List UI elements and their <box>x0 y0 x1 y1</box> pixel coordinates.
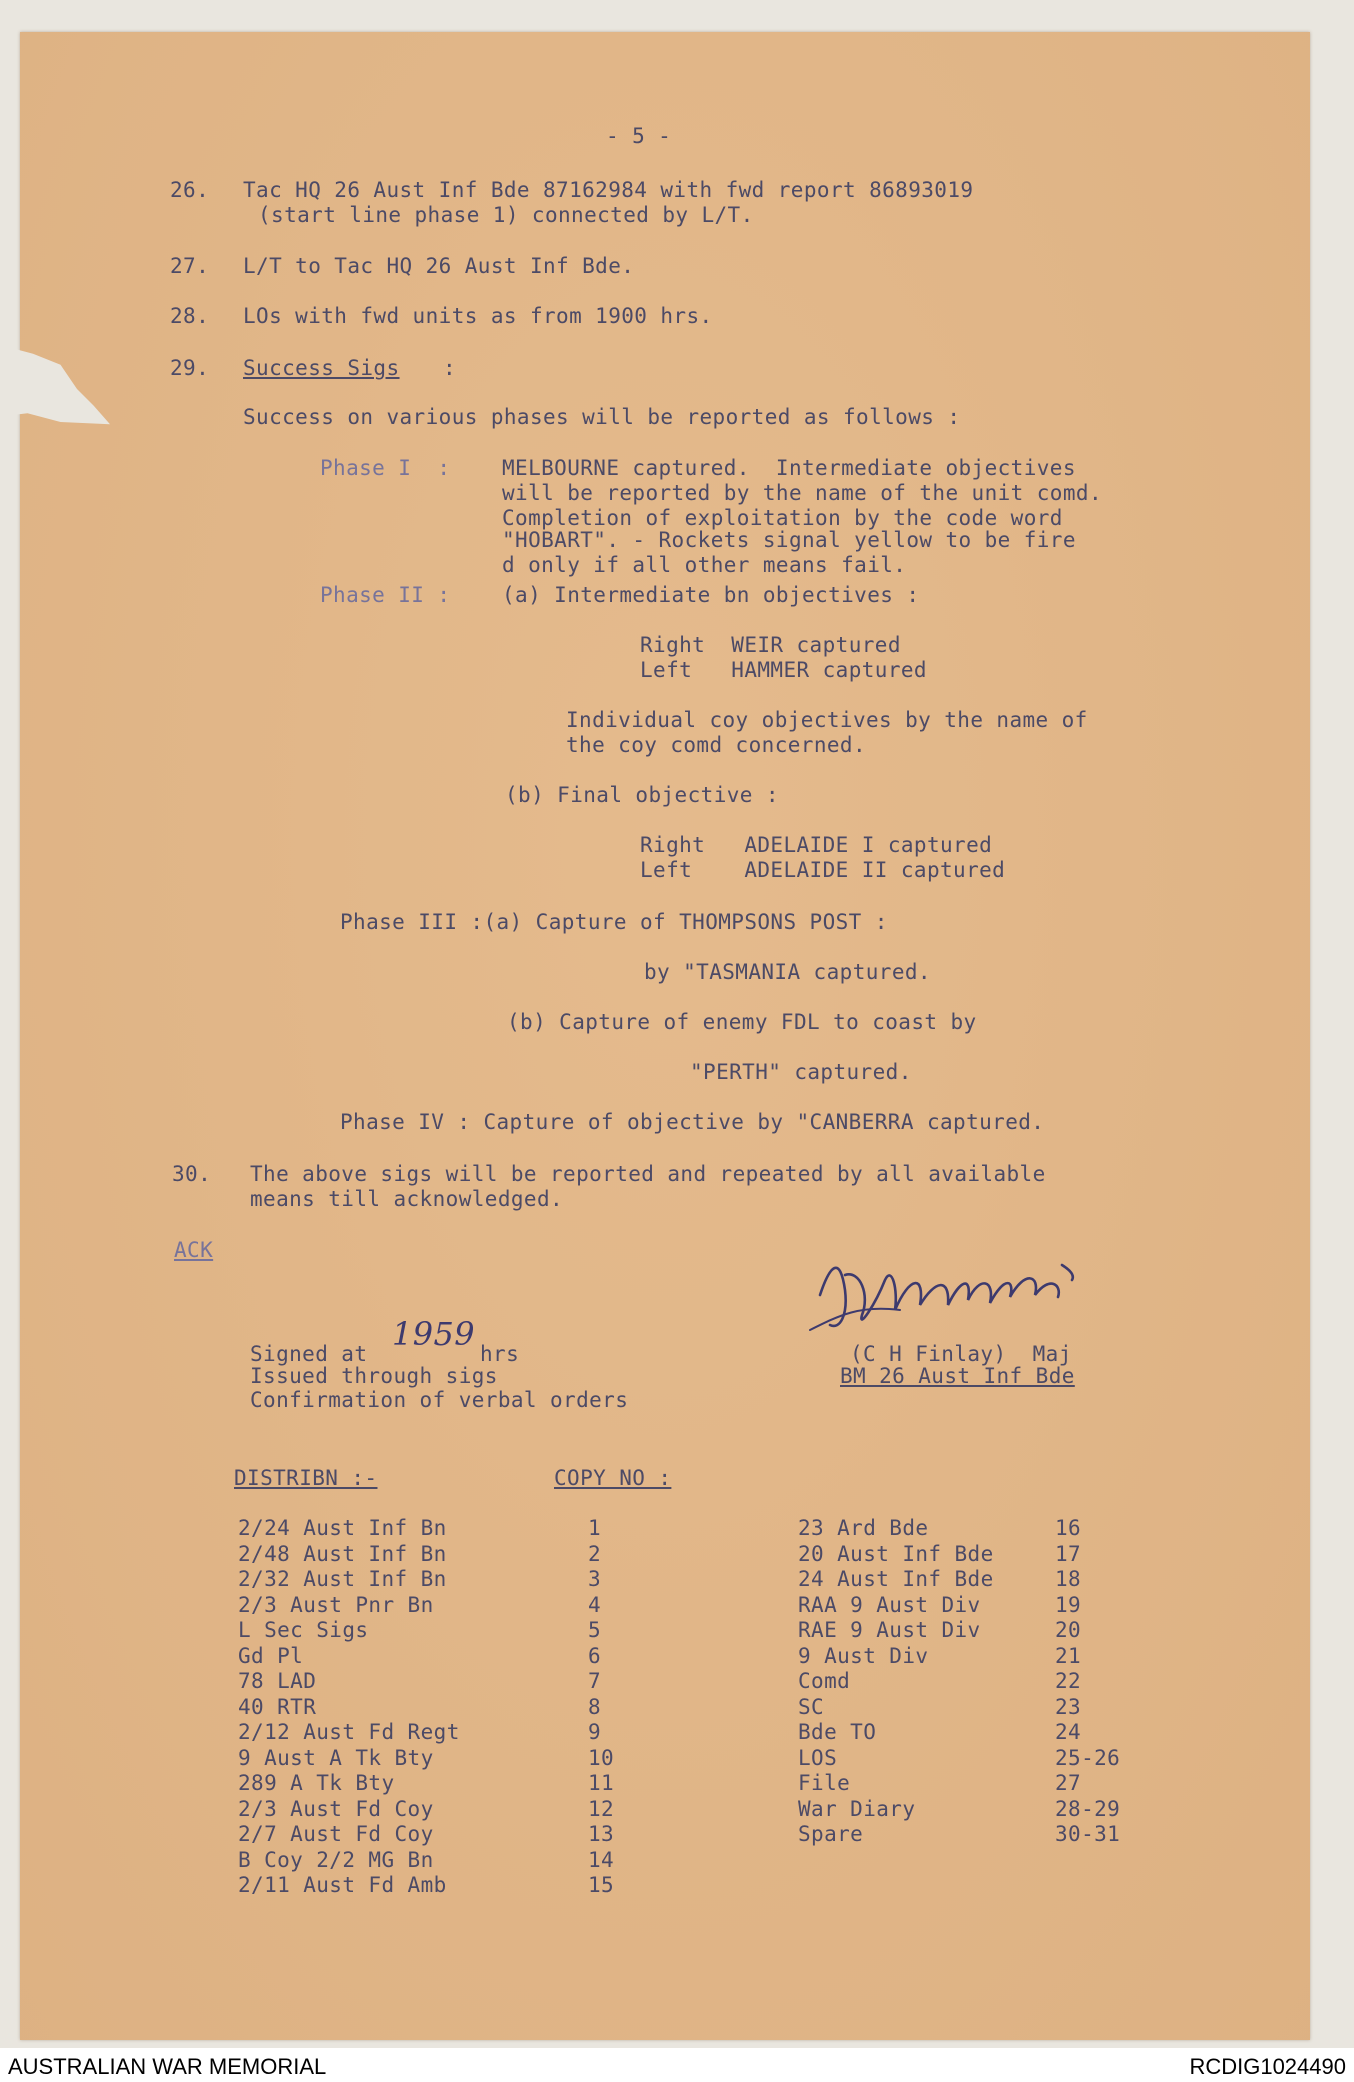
phase-2-a-right: Right WEIR captured <box>640 633 901 657</box>
phase-1-line: d only if all other means fail. <box>502 553 907 577</box>
distribution-unit: 2/3 Aust Fd Coy <box>238 1797 434 1821</box>
distribution-unit: 2/3 Aust Pnr Bn <box>238 1593 434 1617</box>
phase-3-a-by: by "TASMANIA captured. <box>644 960 931 984</box>
phase-2-label: Phase II : <box>320 583 451 607</box>
para-28-number: 28. <box>170 304 210 328</box>
para-27-number: 27. <box>170 254 210 278</box>
distribution-copy-number: 14 <box>588 1848 615 1872</box>
distribution-unit: B Coy 2/2 MG Bn <box>238 1848 434 1872</box>
distribution-copy-number: 22 <box>1055 1669 1082 1693</box>
handwritten-signature <box>800 1235 1100 1345</box>
distribution-unit: SC <box>798 1695 825 1719</box>
ack-label: ACK <box>174 1238 214 1262</box>
distribution-unit: 2/32 Aust Inf Bn <box>238 1567 447 1591</box>
distribution-unit: 23 Ard Bde <box>798 1516 929 1540</box>
distribution-copy-number: 16 <box>1055 1516 1082 1540</box>
distribution-copy-number: 8 <box>588 1695 602 1719</box>
distribution-unit: Gd Pl <box>238 1644 304 1668</box>
para-26-number: 26. <box>170 178 210 202</box>
distribution-unit: 9 Aust A Tk Bty <box>238 1746 434 1770</box>
para-26-line2: (start line phase 1) connected by L/T. <box>258 203 754 227</box>
distribution-copy-number: 6 <box>588 1644 602 1668</box>
phase-1-line: MELBOURNE captured. Intermediate objectives <box>502 456 1076 480</box>
phase-2-coy-line1: Individual coy objectives by the name of <box>566 708 1088 732</box>
distribution-header: DISTRIBN :- <box>234 1466 378 1490</box>
distribution-copy-number: 15 <box>588 1873 615 1897</box>
distribution-unit: LOS <box>798 1746 838 1770</box>
distribution-copy-number: 30-31 <box>1055 1822 1121 1846</box>
signed-hrs: hrs <box>480 1342 520 1366</box>
para-26-line1: Tac HQ 26 Aust Inf Bde 87162984 with fwd report 86893019 <box>243 178 974 202</box>
distribution-copy-number: 21 <box>1055 1644 1082 1668</box>
distribution-unit: 40 RTR <box>238 1695 317 1719</box>
distribution-copy-number: 3 <box>588 1567 602 1591</box>
para-30-number: 30. <box>172 1162 212 1186</box>
distribution-copy-number: 20 <box>1055 1618 1082 1642</box>
distribution-unit: File <box>798 1771 851 1795</box>
distribution-copy-number: 2 <box>588 1542 602 1566</box>
page-number: - 5 - <box>606 124 672 148</box>
para-30-line1: The above sigs will be reported and repeated by all available <box>250 1162 1046 1186</box>
distribution-unit: 20 Aust Inf Bde <box>798 1542 994 1566</box>
distribution-unit: 2/24 Aust Inf Bn <box>238 1516 447 1540</box>
signatory-name: (C H Finlay) Maj <box>850 1342 1072 1366</box>
paper-sheet <box>20 32 1310 2040</box>
distribution-copy-number: 25-26 <box>1055 1746 1121 1770</box>
distribution-unit: 24 Aust Inf Bde <box>798 1567 994 1591</box>
phase-2-a: (a) Intermediate bn objectives : <box>502 583 920 607</box>
para-30-line2: means till acknowledged. <box>250 1187 564 1211</box>
distribution-copy-number: 19 <box>1055 1593 1082 1617</box>
para-29-heading: Success Sigs <box>243 356 400 380</box>
signed-confirmation: Confirmation of verbal orders <box>250 1388 629 1412</box>
distribution-copy-number: 10 <box>588 1746 615 1770</box>
phase-3-b-by: "PERTH" captured. <box>690 1060 912 1084</box>
phase-2-b-right: Right ADELAIDE I captured <box>640 833 993 857</box>
distribution-unit: 9 Aust Div <box>798 1644 929 1668</box>
footer-bar <box>0 2048 1354 2082</box>
distribution-copy-number: 13 <box>588 1822 615 1846</box>
distribution-unit: L Sec Sigs <box>238 1618 369 1642</box>
phase-2-a-left: Left HAMMER captured <box>640 658 927 682</box>
copy-no-header: COPY NO : <box>554 1466 672 1490</box>
distribution-copy-number: 12 <box>588 1797 615 1821</box>
distribution-unit: 289 A Tk Bty <box>238 1771 395 1795</box>
distribution-copy-number: 9 <box>588 1720 602 1744</box>
phase-1-line: Completion of exploitation by the code word <box>502 506 1063 530</box>
para-29-colon: : <box>443 356 457 380</box>
signed-at-label: Signed at <box>250 1342 368 1366</box>
footer-record-id: RCDIG1024490 <box>1189 2054 1346 2079</box>
distribution-unit: 2/12 Aust Fd Regt <box>238 1720 460 1744</box>
distribution-copy-number: 11 <box>588 1771 615 1795</box>
phase-2-b: (b) Final objective : <box>505 783 779 807</box>
distribution-copy-number: 28-29 <box>1055 1797 1121 1821</box>
distribution-copy-number: 27 <box>1055 1771 1082 1795</box>
distribution-unit: 78 LAD <box>238 1669 317 1693</box>
distribution-copy-number: 18 <box>1055 1567 1082 1591</box>
distribution-unit: Spare <box>798 1822 864 1846</box>
distribution-copy-number: 17 <box>1055 1542 1082 1566</box>
distribution-copy-number: 7 <box>588 1669 602 1693</box>
distribution-copy-number: 24 <box>1055 1720 1082 1744</box>
footer-archive-name: AUSTRALIAN WAR MEMORIAL <box>8 2054 327 2079</box>
distribution-copy-number: 1 <box>588 1516 602 1540</box>
phase-3-label: Phase III :(a) Capture of THOMPSONS POST : <box>340 910 888 934</box>
phase-2-b-left: Left ADELAIDE II captured <box>640 858 1006 882</box>
distribution-copy-number: 23 <box>1055 1695 1082 1719</box>
distribution-unit: 2/7 Aust Fd Coy <box>238 1822 434 1846</box>
distribution-copy-number: 4 <box>588 1593 602 1617</box>
distribution-unit: Bde TO <box>798 1720 877 1744</box>
phase-3-b: (b) Capture of enemy FDL to coast by <box>507 1010 977 1034</box>
signatory-title: BM 26 Aust Inf Bde <box>840 1364 1075 1388</box>
phase-1-line: will be reported by the name of the unit comd. <box>502 481 1102 505</box>
distribution-unit: Comd <box>798 1669 851 1693</box>
para-29-number: 29. <box>170 356 210 380</box>
distribution-unit: 2/48 Aust Inf Bn <box>238 1542 447 1566</box>
distribution-unit: RAE 9 Aust Div <box>798 1618 981 1642</box>
para-28-text: LOs with fwd units as from 1900 hrs. <box>243 304 713 328</box>
signed-time-handwritten: 1959 <box>392 1315 476 1353</box>
distribution-unit: 2/11 Aust Fd Amb <box>238 1873 447 1897</box>
para-27-text: L/T to Tac HQ 26 Aust Inf Bde. <box>243 254 635 278</box>
phase-4-text: Phase IV : Capture of objective by "CANBERRA captured. <box>340 1110 1045 1134</box>
distribution-unit: War Diary <box>798 1797 916 1821</box>
phase-1-label: Phase I : <box>320 456 451 480</box>
phase-1-line: "HOBART". - Rockets signal yellow to be fire <box>502 528 1076 552</box>
distribution-unit: RAA 9 Aust Div <box>798 1593 981 1617</box>
phase-2-coy-line2: the coy comd concerned. <box>566 733 866 757</box>
distribution-copy-number: 5 <box>588 1618 602 1642</box>
signed-issued: Issued through sigs <box>250 1364 498 1388</box>
para-29-intro: Success on various phases will be reported as follows : <box>243 405 961 429</box>
